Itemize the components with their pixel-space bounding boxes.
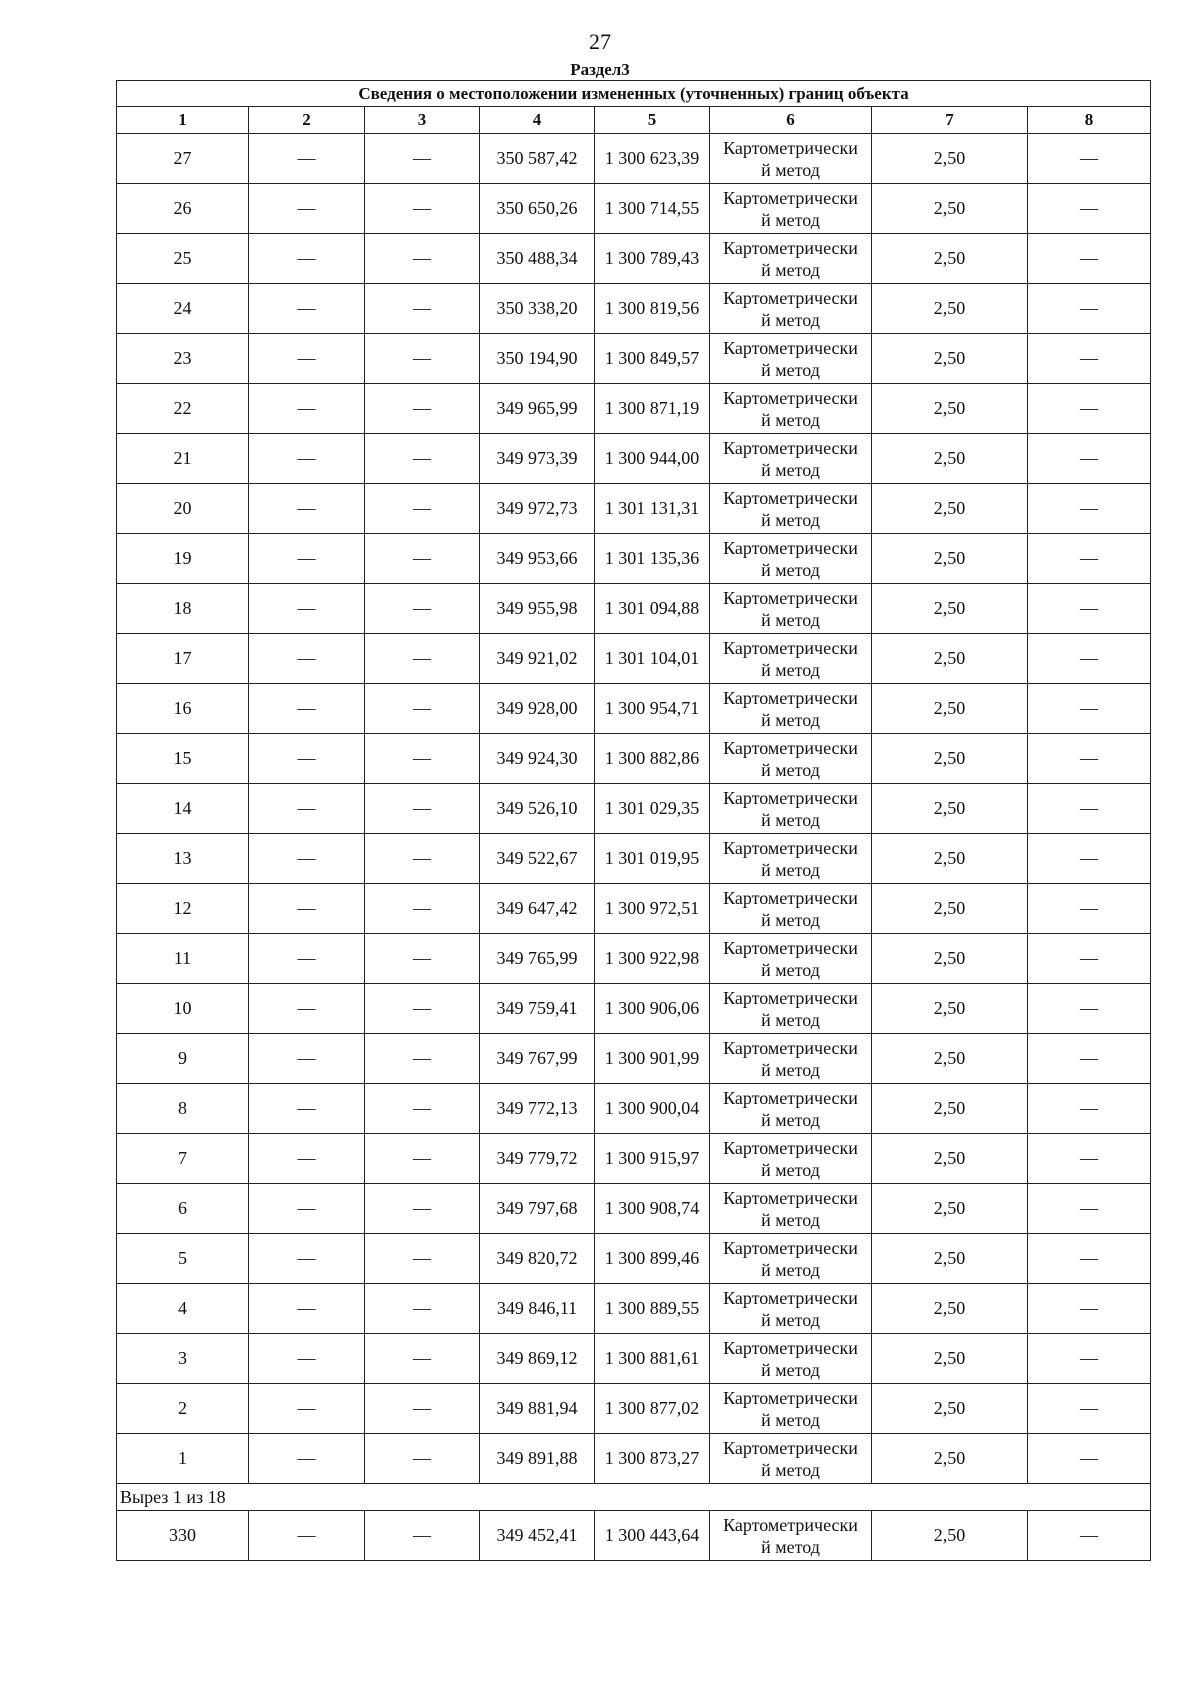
point-number-cell: 3 <box>117 1334 249 1384</box>
method-cell: Картометрически й метод <box>710 1084 872 1134</box>
y-coordinate-cell: 1 300 871,19 <box>595 384 710 434</box>
table-row <box>117 634 1151 684</box>
column-numbers-row <box>117 107 1151 134</box>
accuracy-cell: 2,50 <box>872 1434 1028 1484</box>
table-caption-row <box>117 81 1151 107</box>
col2-cell: — <box>249 284 365 334</box>
col2-cell: — <box>249 384 365 434</box>
method-cell: Картометрически й метод <box>710 784 872 834</box>
y-coordinate-cell: 1 300 972,51 <box>595 884 710 934</box>
x-coordinate-cell: 349 972,73 <box>480 484 595 534</box>
col3-cell: — <box>365 1284 480 1334</box>
col3-cell: — <box>365 834 480 884</box>
col3-cell: — <box>365 634 480 684</box>
y-coordinate-cell: 1 301 104,01 <box>595 634 710 684</box>
point-number-cell: 27 <box>117 134 249 184</box>
col8-cell: — <box>1028 1511 1151 1561</box>
x-coordinate-cell: 349 928,00 <box>480 684 595 734</box>
accuracy-cell: 2,50 <box>872 1284 1028 1334</box>
col8-cell: — <box>1028 1234 1151 1284</box>
y-coordinate-cell: 1 300 882,86 <box>595 734 710 784</box>
method-cell: Картометрически й метод <box>710 484 872 534</box>
method-cell: Картометрически й метод <box>710 184 872 234</box>
table-row <box>117 484 1151 534</box>
col8-cell: — <box>1028 134 1151 184</box>
col3-cell: — <box>365 884 480 934</box>
col8-cell: — <box>1028 884 1151 934</box>
table-row <box>117 834 1151 884</box>
col8-cell: — <box>1028 384 1151 434</box>
table-row <box>117 934 1151 984</box>
table-row <box>117 784 1151 834</box>
accuracy-cell: 2,50 <box>872 1084 1028 1134</box>
x-coordinate-cell: 350 338,20 <box>480 284 595 334</box>
col8-cell: — <box>1028 1334 1151 1384</box>
y-coordinate-cell: 1 300 900,04 <box>595 1084 710 1134</box>
point-number-cell: 24 <box>117 284 249 334</box>
point-number-cell: 20 <box>117 484 249 534</box>
accuracy-cell: 2,50 <box>872 184 1028 234</box>
method-cell: Картометрически й метод <box>710 534 872 584</box>
method-cell: Картометрически й метод <box>710 884 872 934</box>
method-cell: Картометрически й метод <box>710 234 872 284</box>
column-number: 6 <box>710 107 872 134</box>
y-coordinate-cell: 1 300 901,99 <box>595 1034 710 1084</box>
accuracy-cell: 2,50 <box>872 334 1028 384</box>
table-row <box>117 534 1151 584</box>
method-cell: Картометрически й метод <box>710 134 872 184</box>
x-coordinate-cell: 349 797,68 <box>480 1184 595 1234</box>
col2-cell: — <box>249 1184 365 1234</box>
y-coordinate-cell: 1 301 019,95 <box>595 834 710 884</box>
col8-cell: — <box>1028 1434 1151 1484</box>
y-coordinate-cell: 1 300 922,98 <box>595 934 710 984</box>
table-row <box>117 1134 1151 1184</box>
section-title: Раздел3 <box>570 60 630 79</box>
col2-cell: — <box>249 234 365 284</box>
y-coordinate-cell: 1 300 849,57 <box>595 334 710 384</box>
point-number-cell: 6 <box>117 1184 249 1234</box>
method-cell: Картометрически й метод <box>710 934 872 984</box>
table-row <box>117 184 1151 234</box>
table-row <box>117 384 1151 434</box>
table-caption: Сведения о местоположении измененных (уточненных) границ объекта <box>117 81 1151 107</box>
accuracy-cell: 2,50 <box>872 884 1028 934</box>
method-cell: Картометрически й метод <box>710 734 872 784</box>
table-row <box>117 884 1151 934</box>
col8-cell: — <box>1028 1034 1151 1084</box>
col2-cell: — <box>249 1334 365 1384</box>
accuracy-cell: 2,50 <box>872 1384 1028 1434</box>
accuracy-cell: 2,50 <box>872 434 1028 484</box>
col8-cell: — <box>1028 1084 1151 1134</box>
accuracy-cell: 2,50 <box>872 784 1028 834</box>
point-number-cell: 11 <box>117 934 249 984</box>
method-cell: Картометрически й метод <box>710 1134 872 1184</box>
accuracy-cell: 2,50 <box>872 834 1028 884</box>
x-coordinate-cell: 349 820,72 <box>480 1234 595 1284</box>
x-coordinate-cell: 349 522,67 <box>480 834 595 884</box>
accuracy-cell: 2,50 <box>872 234 1028 284</box>
point-number-cell: 16 <box>117 684 249 734</box>
col8-cell: — <box>1028 784 1151 834</box>
y-coordinate-cell: 1 301 131,31 <box>595 484 710 534</box>
col2-cell: — <box>249 184 365 234</box>
point-number-cell: 19 <box>117 534 249 584</box>
col8-cell: — <box>1028 834 1151 884</box>
col3-cell: — <box>365 1034 480 1084</box>
column-number: 5 <box>595 107 710 134</box>
table-row <box>117 684 1151 734</box>
col3-cell: — <box>365 184 480 234</box>
col3-cell: — <box>365 1511 480 1561</box>
accuracy-cell: 2,50 <box>872 634 1028 684</box>
accuracy-cell: 2,50 <box>872 534 1028 584</box>
col3-cell: — <box>365 434 480 484</box>
y-coordinate-cell: 1 301 094,88 <box>595 584 710 634</box>
table-row <box>117 234 1151 284</box>
x-coordinate-cell: 349 765,99 <box>480 934 595 984</box>
accuracy-cell: 2,50 <box>872 684 1028 734</box>
x-coordinate-cell: 349 965,99 <box>480 384 595 434</box>
col3-cell: — <box>365 584 480 634</box>
table-row <box>117 984 1151 1034</box>
x-coordinate-cell: 350 650,26 <box>480 184 595 234</box>
column-number: 8 <box>1028 107 1151 134</box>
cutout-label: Вырез 1 из 18 <box>117 1484 1151 1511</box>
table-row <box>117 284 1151 334</box>
table-row <box>117 1284 1151 1334</box>
method-cell: Картометрически й метод <box>710 284 872 334</box>
col2-cell: — <box>249 484 365 534</box>
col3-cell: — <box>365 234 480 284</box>
table-row <box>117 1384 1151 1434</box>
method-cell: Картометрически й метод <box>710 1034 872 1084</box>
x-coordinate-cell: 349 759,41 <box>480 984 595 1034</box>
col2-cell: — <box>249 684 365 734</box>
y-coordinate-cell: 1 300 819,56 <box>595 284 710 334</box>
col3-cell: — <box>365 334 480 384</box>
point-number-cell: 26 <box>117 184 249 234</box>
x-coordinate-cell: 349 526,10 <box>480 784 595 834</box>
col8-cell: — <box>1028 534 1151 584</box>
table-row <box>117 1084 1151 1134</box>
y-coordinate-cell: 1 300 954,71 <box>595 684 710 734</box>
col3-cell: — <box>365 934 480 984</box>
point-number-cell: 7 <box>117 1134 249 1184</box>
col2-cell: — <box>249 984 365 1034</box>
col3-cell: — <box>365 534 480 584</box>
method-cell: Картометрически й метод <box>710 1384 872 1434</box>
accuracy-cell: 2,50 <box>872 1184 1028 1234</box>
method-cell: Картометрически й метод <box>710 1284 872 1334</box>
table-row <box>117 1234 1151 1284</box>
column-number: 7 <box>872 107 1028 134</box>
x-coordinate-cell: 349 924,30 <box>480 734 595 784</box>
y-coordinate-cell: 1 301 029,35 <box>595 784 710 834</box>
col8-cell: — <box>1028 1384 1151 1434</box>
col2-cell: — <box>249 784 365 834</box>
point-number-cell: 9 <box>117 1034 249 1084</box>
accuracy-cell: 2,50 <box>872 1134 1028 1184</box>
col8-cell: — <box>1028 934 1151 984</box>
table-row <box>117 1184 1151 1234</box>
col2-cell: — <box>249 1234 365 1284</box>
col3-cell: — <box>365 1084 480 1134</box>
col8-cell: — <box>1028 1134 1151 1184</box>
point-number-cell: 2 <box>117 1384 249 1434</box>
col2-cell: — <box>249 1084 365 1134</box>
point-number-cell: 12 <box>117 884 249 934</box>
y-coordinate-cell: 1 300 789,43 <box>595 234 710 284</box>
y-coordinate-cell: 1 300 915,97 <box>595 1134 710 1184</box>
table-row <box>117 1511 1151 1561</box>
accuracy-cell: 2,50 <box>872 1234 1028 1284</box>
col2-cell: — <box>249 734 365 784</box>
x-coordinate-cell: 349 772,13 <box>480 1084 595 1134</box>
x-coordinate-cell: 349 779,72 <box>480 1134 595 1184</box>
col2-cell: — <box>249 434 365 484</box>
column-number: 3 <box>365 107 480 134</box>
accuracy-cell: 2,50 <box>872 284 1028 334</box>
col2-cell: — <box>249 634 365 684</box>
col3-cell: — <box>365 284 480 334</box>
cutout-label-row <box>117 1484 1151 1511</box>
method-cell: Картометрически й метод <box>710 1334 872 1384</box>
point-number-cell: 15 <box>117 734 249 784</box>
y-coordinate-cell: 1 300 899,46 <box>595 1234 710 1284</box>
col3-cell: — <box>365 484 480 534</box>
accuracy-cell: 2,50 <box>872 934 1028 984</box>
method-cell: Картометрически й метод <box>710 334 872 384</box>
point-number-cell: 8 <box>117 1084 249 1134</box>
col8-cell: — <box>1028 584 1151 634</box>
coordinates-table <box>116 80 1151 1561</box>
table-row <box>117 1034 1151 1084</box>
table-row <box>117 134 1151 184</box>
col8-cell: — <box>1028 1284 1151 1334</box>
method-cell: Картометрически й метод <box>710 1511 872 1561</box>
col3-cell: — <box>365 1334 480 1384</box>
x-coordinate-cell: 350 488,34 <box>480 234 595 284</box>
x-coordinate-cell: 349 881,94 <box>480 1384 595 1434</box>
col2-cell: — <box>249 134 365 184</box>
col8-cell: — <box>1028 234 1151 284</box>
accuracy-cell: 2,50 <box>872 384 1028 434</box>
point-number-cell: 330 <box>117 1511 249 1561</box>
col3-cell: — <box>365 384 480 434</box>
accuracy-cell: 2,50 <box>872 484 1028 534</box>
table-row <box>117 734 1151 784</box>
col8-cell: — <box>1028 1184 1151 1234</box>
col2-cell: — <box>249 534 365 584</box>
method-cell: Картометрически й метод <box>710 684 872 734</box>
point-number-cell: 5 <box>117 1234 249 1284</box>
y-coordinate-cell: 1 300 623,39 <box>595 134 710 184</box>
x-coordinate-cell: 349 891,88 <box>480 1434 595 1484</box>
col3-cell: — <box>365 1234 480 1284</box>
method-cell: Картометрически й метод <box>710 584 872 634</box>
x-coordinate-cell: 349 921,02 <box>480 634 595 684</box>
col8-cell: — <box>1028 484 1151 534</box>
col2-cell: — <box>249 1511 365 1561</box>
col2-cell: — <box>249 1284 365 1334</box>
point-number-cell: 13 <box>117 834 249 884</box>
point-number-cell: 17 <box>117 634 249 684</box>
x-coordinate-cell: 349 955,98 <box>480 584 595 634</box>
table-row <box>117 584 1151 634</box>
col3-cell: — <box>365 734 480 784</box>
x-coordinate-cell: 349 647,42 <box>480 884 595 934</box>
point-number-cell: 25 <box>117 234 249 284</box>
page-number: 27 <box>589 29 611 54</box>
col8-cell: — <box>1028 434 1151 484</box>
point-number-cell: 1 <box>117 1434 249 1484</box>
col3-cell: — <box>365 1384 480 1434</box>
col8-cell: — <box>1028 334 1151 384</box>
x-coordinate-cell: 349 846,11 <box>480 1284 595 1334</box>
method-cell: Картометрически й метод <box>710 984 872 1034</box>
col2-cell: — <box>249 1434 365 1484</box>
col2-cell: — <box>249 584 365 634</box>
accuracy-cell: 2,50 <box>872 984 1028 1034</box>
y-coordinate-cell: 1 300 908,74 <box>595 1184 710 1234</box>
point-number-cell: 14 <box>117 784 249 834</box>
table-row <box>117 1434 1151 1484</box>
method-cell: Картометрически й метод <box>710 434 872 484</box>
col2-cell: — <box>249 1384 365 1434</box>
method-cell: Картометрически й метод <box>710 634 872 684</box>
col8-cell: — <box>1028 634 1151 684</box>
point-number-cell: 18 <box>117 584 249 634</box>
col2-cell: — <box>249 934 365 984</box>
accuracy-cell: 2,50 <box>872 584 1028 634</box>
point-number-cell: 22 <box>117 384 249 434</box>
method-cell: Картометрически й метод <box>710 834 872 884</box>
accuracy-cell: 2,50 <box>872 134 1028 184</box>
col3-cell: — <box>365 684 480 734</box>
method-cell: Картометрически й метод <box>710 1434 872 1484</box>
method-cell: Картометрически й метод <box>710 1234 872 1284</box>
y-coordinate-cell: 1 300 443,64 <box>595 1511 710 1561</box>
x-coordinate-cell: 349 452,41 <box>480 1511 595 1561</box>
table-row <box>117 434 1151 484</box>
y-coordinate-cell: 1 300 714,55 <box>595 184 710 234</box>
y-coordinate-cell: 1 300 873,27 <box>595 1434 710 1484</box>
x-coordinate-cell: 349 869,12 <box>480 1334 595 1384</box>
y-coordinate-cell: 1 300 889,55 <box>595 1284 710 1334</box>
accuracy-cell: 2,50 <box>872 1511 1028 1561</box>
col3-cell: — <box>365 1434 480 1484</box>
col8-cell: — <box>1028 684 1151 734</box>
y-coordinate-cell: 1 300 944,00 <box>595 434 710 484</box>
col8-cell: — <box>1028 284 1151 334</box>
y-coordinate-cell: 1 300 881,61 <box>595 1334 710 1384</box>
method-cell: Картометрически й метод <box>710 384 872 434</box>
y-coordinate-cell: 1 301 135,36 <box>595 534 710 584</box>
y-coordinate-cell: 1 300 906,06 <box>595 984 710 1034</box>
col8-cell: — <box>1028 184 1151 234</box>
point-number-cell: 21 <box>117 434 249 484</box>
method-cell: Картометрически й метод <box>710 1184 872 1234</box>
col3-cell: — <box>365 784 480 834</box>
table-row <box>117 1334 1151 1384</box>
col2-cell: — <box>249 1134 365 1184</box>
table-row <box>117 334 1151 384</box>
x-coordinate-cell: 350 194,90 <box>480 334 595 384</box>
x-coordinate-cell: 350 587,42 <box>480 134 595 184</box>
y-coordinate-cell: 1 300 877,02 <box>595 1384 710 1434</box>
col2-cell: — <box>249 834 365 884</box>
point-number-cell: 23 <box>117 334 249 384</box>
col2-cell: — <box>249 1034 365 1084</box>
point-number-cell: 4 <box>117 1284 249 1334</box>
x-coordinate-cell: 349 953,66 <box>480 534 595 584</box>
col8-cell: — <box>1028 734 1151 784</box>
x-coordinate-cell: 349 767,99 <box>480 1034 595 1084</box>
accuracy-cell: 2,50 <box>872 734 1028 784</box>
column-number: 2 <box>249 107 365 134</box>
col2-cell: — <box>249 334 365 384</box>
col2-cell: — <box>249 884 365 934</box>
col8-cell: — <box>1028 984 1151 1034</box>
x-coordinate-cell: 349 973,39 <box>480 434 595 484</box>
accuracy-cell: 2,50 <box>872 1034 1028 1084</box>
col3-cell: — <box>365 134 480 184</box>
column-number: 1 <box>117 107 249 134</box>
col3-cell: — <box>365 984 480 1034</box>
col3-cell: — <box>365 1184 480 1234</box>
point-number-cell: 10 <box>117 984 249 1034</box>
column-number: 4 <box>480 107 595 134</box>
accuracy-cell: 2,50 <box>872 1334 1028 1384</box>
col3-cell: — <box>365 1134 480 1184</box>
